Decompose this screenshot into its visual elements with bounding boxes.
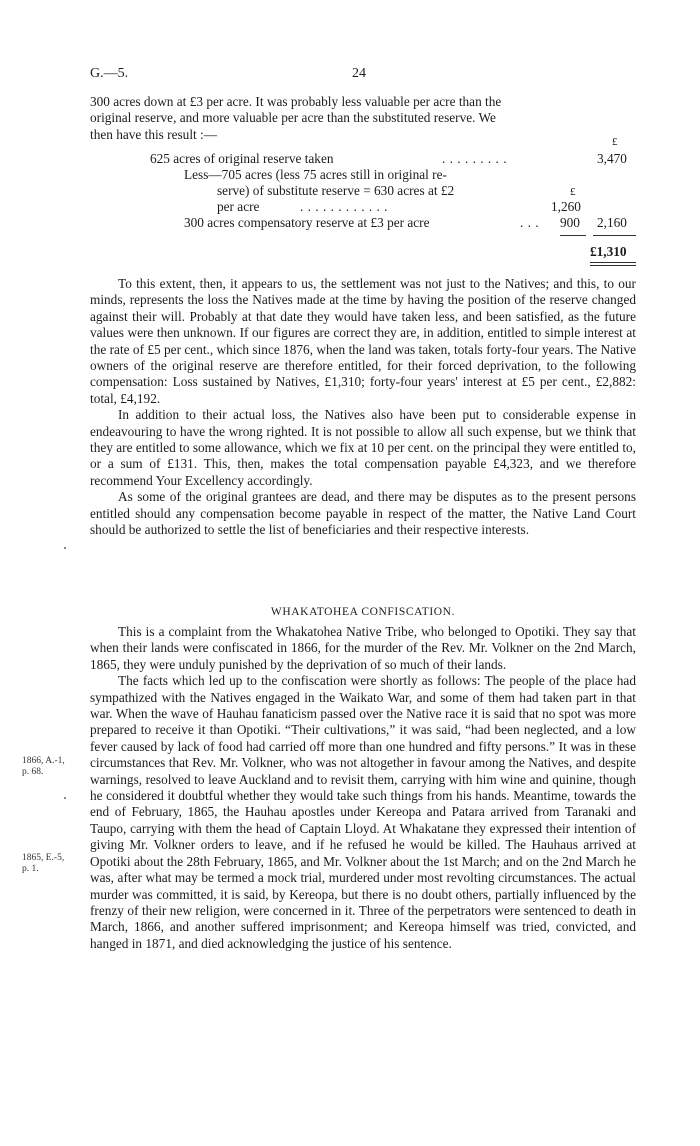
ledger-label: per acre bbox=[217, 199, 260, 214]
ledger-row bbox=[90, 167, 638, 183]
leader-dots: . . . . . . . . . . . . bbox=[300, 199, 388, 214]
ledger-amount: 1,260 bbox=[551, 199, 581, 214]
page-number: 24 bbox=[352, 66, 366, 81]
paragraph: The facts which led up to the confiscation were shortly as follows: The people of the place had sympathized with the Natives engaged in the Waikato War, and some of them had taken part in that war. When the wave of Hauhau fanaticism passed over the Native race it is said that no spot was more prepared to receive it than Opotiki. “Their cultivations,” it was said, “had been neglected, and a low fever caused by lack of food had carried off more than one hundred and fifty persons.” It was in these circumstances that Rev. Mr. Volkner, who was not altogether in favour among the Natives, and despite warnings, resolved to leave Auckland and to revisit them, carrying with him wine and quinine, though he considered it doubtful whether they would take such things from his hands. Meantime, towards the end of February, 1865, the Hauhau apostles under Kereopa and Patara arrived from Taranaki and Taupo, carrying with them the head of Captain Lloyd. At Whakatane they expressed their intention of giving Mr. Volkner orders to leave, and if he refused he would be killed. The Hauhaus arrived at Opotiki about the 28th February, 1865, and Mr. Volkner about the 1st March; and on the 2nd March he was, after what may be termed a mock trial, murdered under most revolting circumstances. The actual murder was committed, it is said, by Kereopa, but there is no doubt others, partially influenced by the frenzy of their new religion, were concerned in it. Three of the perpetrators were sentenced to death in March, 1866, and another suffered imprisonment; and Kereopa himself was tried, convicted, and hanged in 1871, and died acknowledging the justice of his sentence. bbox=[90, 673, 636, 951]
currency-symbol: £ bbox=[570, 186, 576, 198]
ledger-total: £1,310 bbox=[590, 244, 627, 259]
ledger-amount: 900 bbox=[560, 215, 580, 230]
ledger-label: serve) of substitute reserve = 630 acres at £2 bbox=[217, 183, 455, 198]
ledger-row bbox=[90, 151, 638, 167]
intro-line: original reserve, and more valuable per acre than the substituted reserve. We bbox=[90, 110, 496, 126]
paragraph: As some of the original grantees are dead, and there may be disputes as to the present persons entitled should any compensation become payable in respect of the matter, the Native Land Court should be authorized to settle the list of beneficiaries and their respective interests. bbox=[90, 489, 636, 538]
paragraph: To this extent, then, it appears to us, the settlement was not just to the Natives; and this, to our minds, represents the loss the Natives made at the time by having the position of the reserve changed against their will. Probably at that date they would have taken less, and been satisfied, as the future values were then unknown. If our figures are correct they are, in addition, entitled to simple interest at the rate of £5 per cent., which since 1876, when the land was taken, totals forty-four years. The Native owners of the original reserve are therefore entitled, for their forced deprivation, to the following compensation: Loss sustained by Natives, £1,310; forty-four years' interest at £5 per cent., £2,882: total, £4,192. bbox=[90, 276, 636, 406]
ledger-row bbox=[90, 183, 638, 199]
paragraph: This is a complaint from the Whakatohea Native Tribe, who belonged to Opotiki. They say that when their lands were confiscated in 1866, for the murder of the Rev. Mr. Volkner on the 2nd March, 1865, they were unduly punished by the deprivation of so much of their lands. bbox=[90, 624, 636, 672]
paragraph: In addition to their actual loss, the Natives also have been put to considerable expense in endeavouring to have the wrong righted. It is not possible to allow all such expense, but we think that they are entitled to some allowance, which we fix at 10 per cent. on the principal they were entitled to, or a sum of £131. This, then, makes the total compensation payable £4,323, and we therefore recommend Your Excellency accordingly. bbox=[90, 407, 636, 488]
rule-line bbox=[560, 235, 586, 236]
citation-line: 1866, A.-1, bbox=[22, 756, 65, 766]
document-reference: G.—5. bbox=[90, 66, 129, 81]
margin-citation bbox=[22, 756, 65, 778]
citation-line: 1865, E.-5, bbox=[22, 853, 65, 863]
compensation-section bbox=[90, 276, 636, 539]
leader-dots: . . . . . . . . . bbox=[442, 151, 508, 166]
ledger-row bbox=[90, 215, 638, 231]
ledger-amount: 3,470 bbox=[597, 151, 627, 166]
ledger-total-row bbox=[90, 244, 638, 260]
ledger-row bbox=[90, 199, 638, 215]
ledger-label: 300 acres compensatory reserve at £3 per acre bbox=[184, 215, 430, 230]
ledger-label: 625 acres of original reserve taken bbox=[150, 151, 334, 166]
intro-line: then have this result :— bbox=[90, 126, 218, 142]
intro-line: 300 acres down at £3 per acre. It was probably less valuable per acre than the bbox=[90, 94, 502, 109]
rule-line bbox=[590, 265, 636, 266]
section-title: WHAKATOHEA CONFISCATION. bbox=[270, 606, 456, 618]
leader-dots: . . . bbox=[520, 215, 540, 230]
rule-line bbox=[593, 235, 636, 236]
margin-mark bbox=[64, 547, 66, 549]
ledger-subtotal: 2,160 bbox=[597, 215, 627, 230]
margin-citation bbox=[22, 853, 64, 875]
currency-symbol: £ bbox=[612, 136, 618, 148]
whakatohea-section bbox=[90, 624, 636, 952]
margin-mark bbox=[64, 797, 66, 799]
citation-line: p. 68. bbox=[22, 767, 44, 777]
rule-line bbox=[590, 262, 636, 263]
ledger-label: Less—705 acres (less 75 acres still in original re- bbox=[184, 167, 447, 182]
citation-line: p. 1. bbox=[22, 864, 39, 874]
